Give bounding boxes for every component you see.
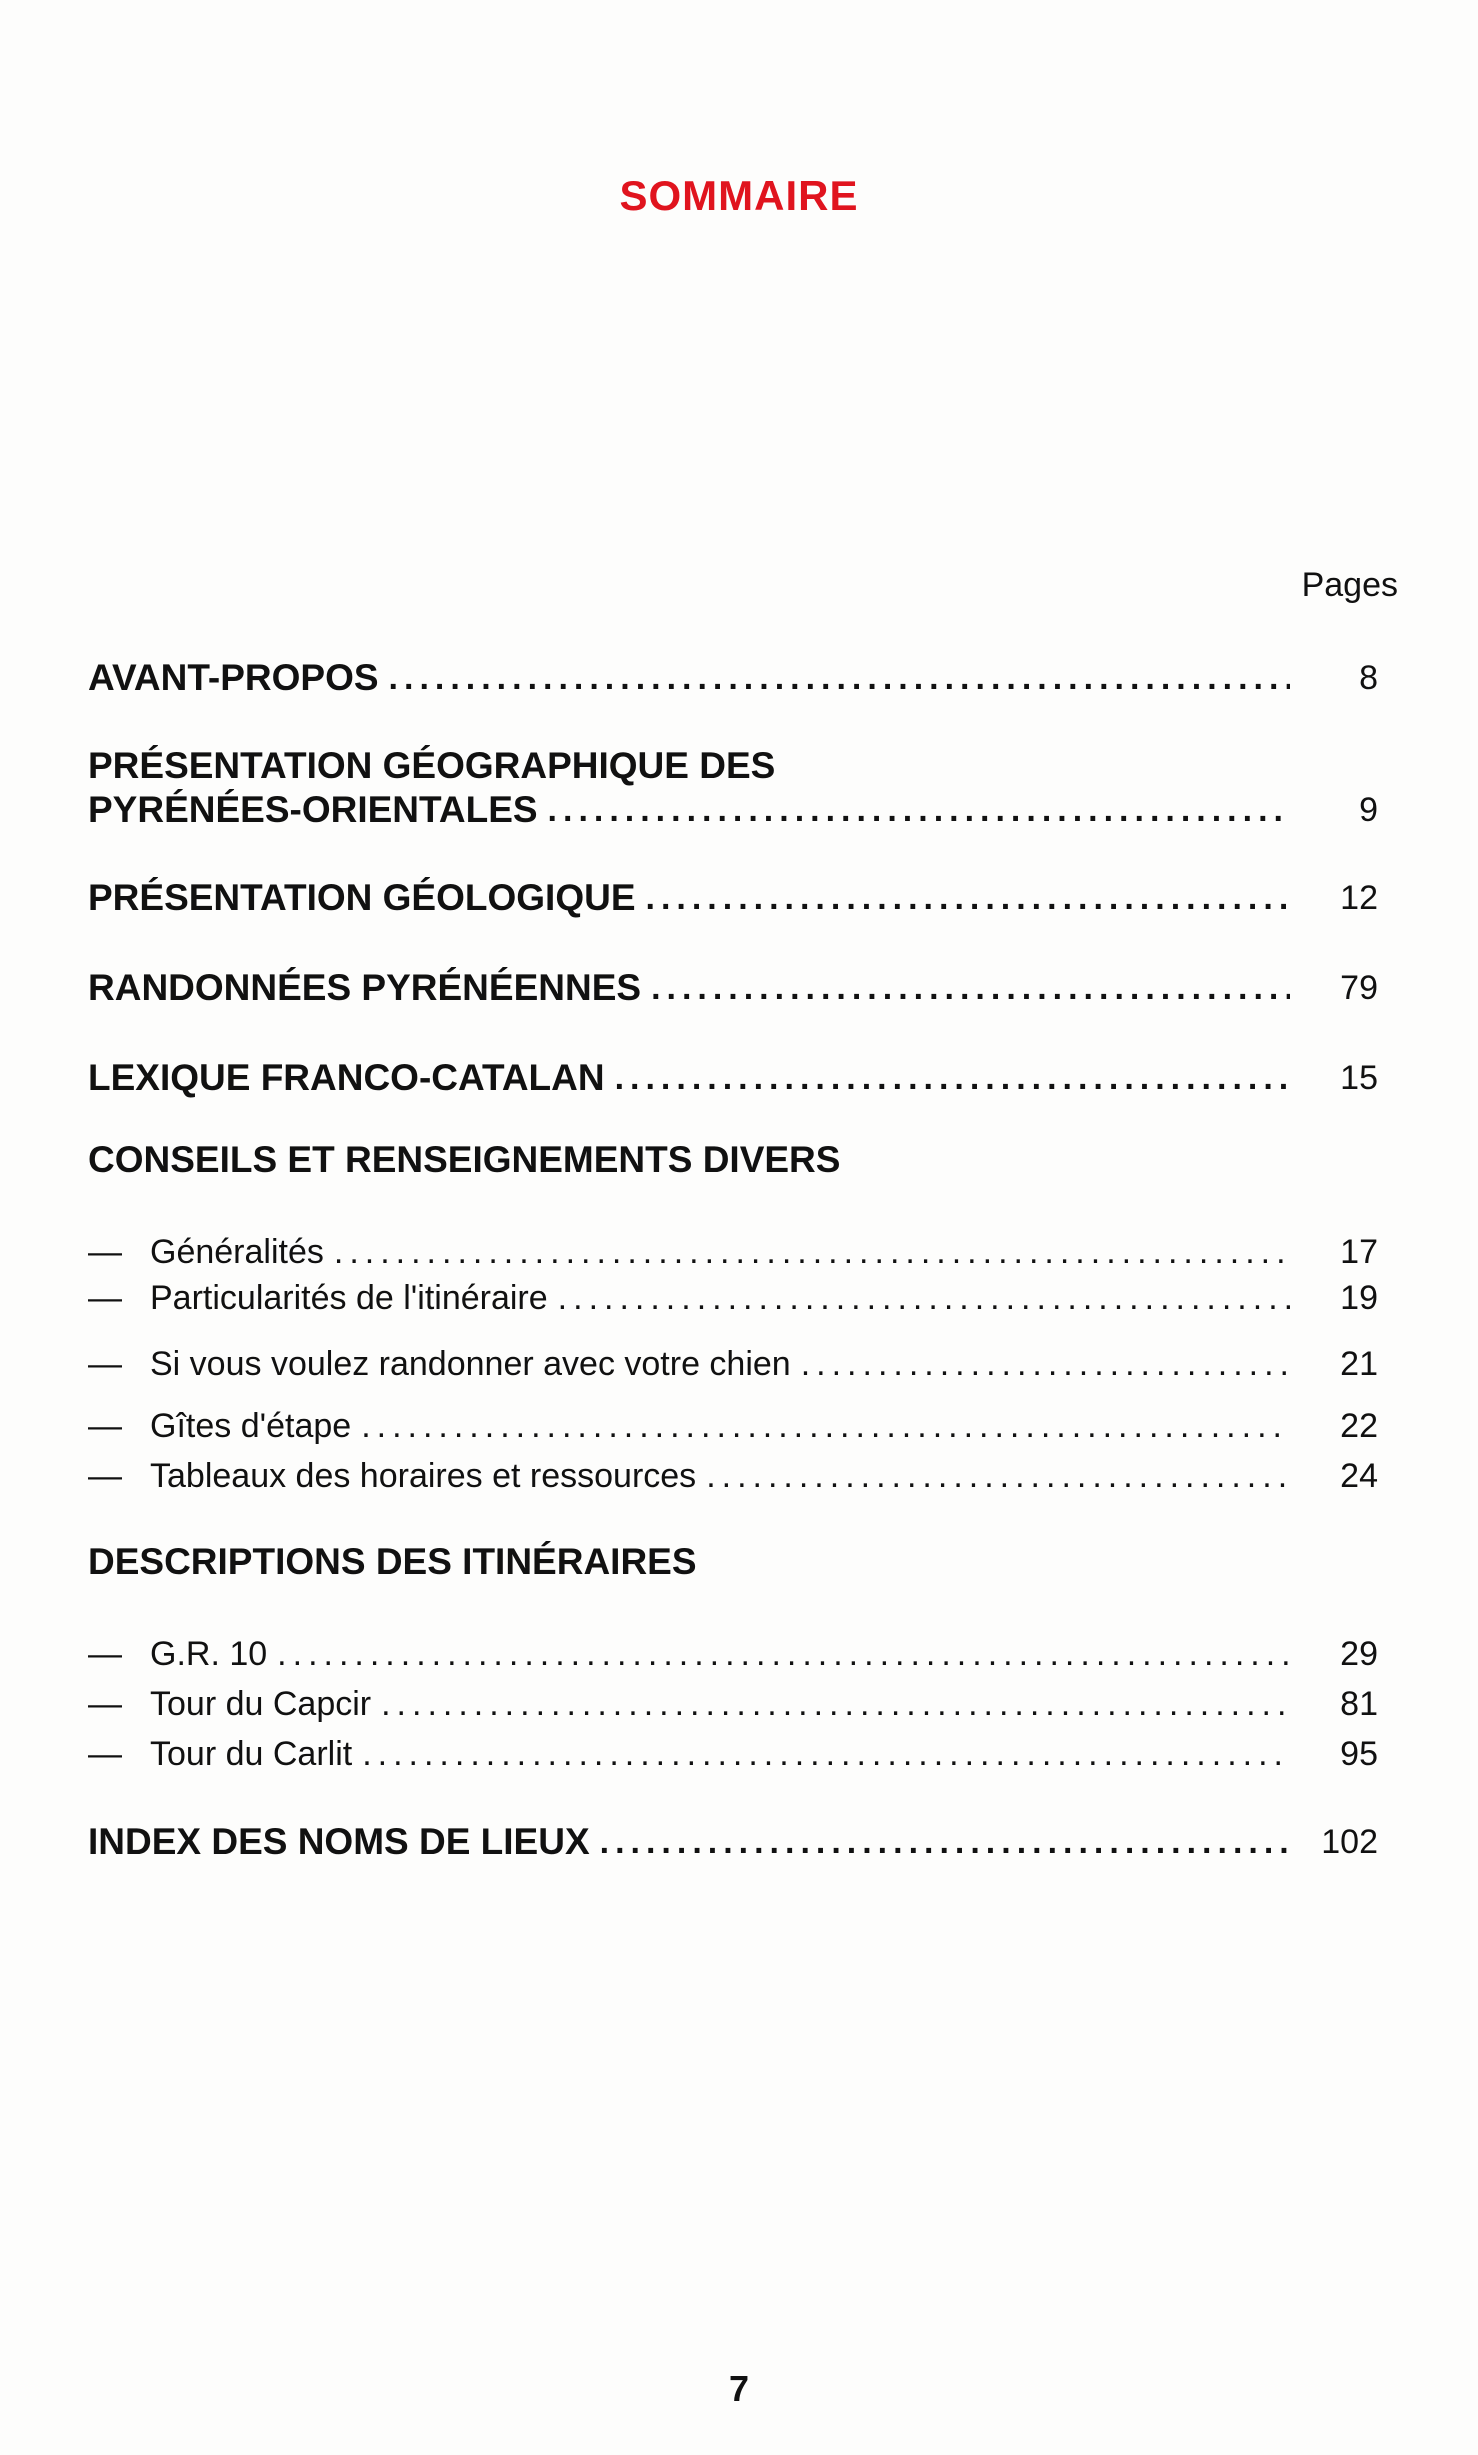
pages-column-header: Pages: [1301, 566, 1398, 604]
toc-page-number: 19: [1340, 1279, 1378, 1317]
toc-entry-particularites[interactable]: [88, 1276, 1378, 1320]
dash-marker: —: [88, 1345, 122, 1383]
toc-entry-label: AVANT-PROPOS: [88, 657, 379, 698]
toc-page-number: 17: [1340, 1233, 1378, 1271]
toc-entry-text: Particularités de l'itinéraire: [150, 1279, 548, 1317]
dot-leader: [558, 1276, 1290, 1320]
toc-entry-lexique[interactable]: [88, 1056, 1378, 1100]
toc-page-number: 102: [1321, 1823, 1378, 1861]
dash-marker: —: [88, 1407, 122, 1445]
toc-entry-label: [88, 1732, 352, 1776]
toc-entry-text: Gîtes d'étape: [150, 1407, 352, 1445]
toc-page-number: 21: [1340, 1345, 1378, 1383]
toc-entry-label: INDEX DES NOMS DE LIEUX: [88, 1821, 590, 1862]
toc-entry-label: PRÉSENTATION GÉOLOGIQUE: [88, 877, 636, 918]
dash-marker: —: [88, 1635, 122, 1673]
toc-entry-text: Tableaux des horaires et ressources: [150, 1457, 697, 1495]
toc-page-number: 79: [1340, 969, 1378, 1007]
toc-entry-index[interactable]: [88, 1820, 1378, 1864]
dash-marker: —: [88, 1685, 122, 1723]
dot-leader: [389, 656, 1290, 700]
dot-leader: [646, 876, 1290, 920]
toc-page-number: 9: [1359, 791, 1378, 829]
toc-entry-label: PYRÉNÉES-ORIENTALES: [88, 789, 538, 830]
section-heading-conseils: CONSEILS ET RENSEIGNEMENTS DIVERS: [88, 1139, 841, 1180]
dot-leader: [600, 1820, 1290, 1864]
toc-page-number: 12: [1340, 879, 1378, 917]
toc-entry-randonnees[interactable]: [88, 966, 1378, 1010]
dot-leader: [706, 1454, 1290, 1498]
toc-entry-label: [88, 1632, 267, 1676]
toc-entry-label: [88, 1454, 696, 1498]
toc-page-number: 81: [1340, 1685, 1378, 1723]
toc-entry-text: Tour du Capcir: [150, 1685, 372, 1723]
toc-page-number: 95: [1340, 1735, 1378, 1773]
footer-page-number: 7: [728, 2368, 750, 2409]
toc-entry-presentation-geo-line1[interactable]: PRÉSENTATION GÉOGRAPHIQUE DES: [88, 745, 776, 786]
toc-entry-chien[interactable]: [88, 1342, 1378, 1386]
toc-entry-presentation-geologique[interactable]: [88, 876, 1378, 920]
dot-leader: [615, 1056, 1290, 1100]
dash-marker: —: [88, 1457, 122, 1495]
toc-entry-label: LEXIQUE FRANCO-CATALAN: [88, 1057, 605, 1098]
toc-entry-presentation-geo[interactable]: [88, 788, 1378, 832]
toc-page-number: 15: [1340, 1059, 1378, 1097]
section-heading-descriptions: DESCRIPTIONS DES ITINÉRAIRES: [88, 1541, 697, 1582]
toc-entry-gites[interactable]: [88, 1404, 1378, 1448]
toc-entry-capcir[interactable]: [88, 1682, 1378, 1726]
dot-leader: [362, 1732, 1290, 1776]
toc-entry-label: [88, 1404, 351, 1448]
toc-page-number: 8: [1359, 659, 1378, 697]
dot-leader: [548, 788, 1290, 832]
page-title: SOMMAIRE: [619, 172, 859, 219]
toc-page-number: 22: [1340, 1407, 1378, 1445]
dash-marker: —: [88, 1233, 122, 1271]
toc-entry-tableaux[interactable]: [88, 1454, 1378, 1498]
dot-leader: [277, 1632, 1290, 1676]
toc-entry-generalites[interactable]: [88, 1230, 1378, 1274]
dot-leader: [801, 1342, 1290, 1386]
toc-entry-label: RANDONNÉES PYRÉNÉENNES: [88, 967, 642, 1008]
toc-entry-label: [88, 1682, 371, 1726]
dot-leader: [361, 1404, 1290, 1448]
dot-leader: [381, 1682, 1290, 1726]
toc-entry-text: Tour du Carlit: [150, 1735, 353, 1773]
toc-entry-label: [88, 1276, 548, 1320]
toc-entry-label: [88, 1230, 324, 1274]
toc-entry-gr10[interactable]: [88, 1632, 1378, 1676]
toc-entry-text: G.R. 10: [150, 1635, 268, 1673]
toc-page-number: 29: [1340, 1635, 1378, 1673]
dot-leader: [334, 1230, 1290, 1274]
dash-marker: —: [88, 1735, 122, 1773]
toc-entry-text: Généralités: [150, 1233, 324, 1271]
toc-entry-text: Si vous voulez randonner avec votre chien: [150, 1345, 791, 1383]
toc-entry-carlit[interactable]: [88, 1732, 1378, 1776]
toc-entry-label: [88, 1342, 791, 1386]
toc-entry-avant-propos[interactable]: [88, 656, 1378, 700]
dot-leader: [651, 966, 1290, 1010]
toc-page-number: 24: [1340, 1457, 1378, 1495]
dash-marker: —: [88, 1279, 122, 1317]
